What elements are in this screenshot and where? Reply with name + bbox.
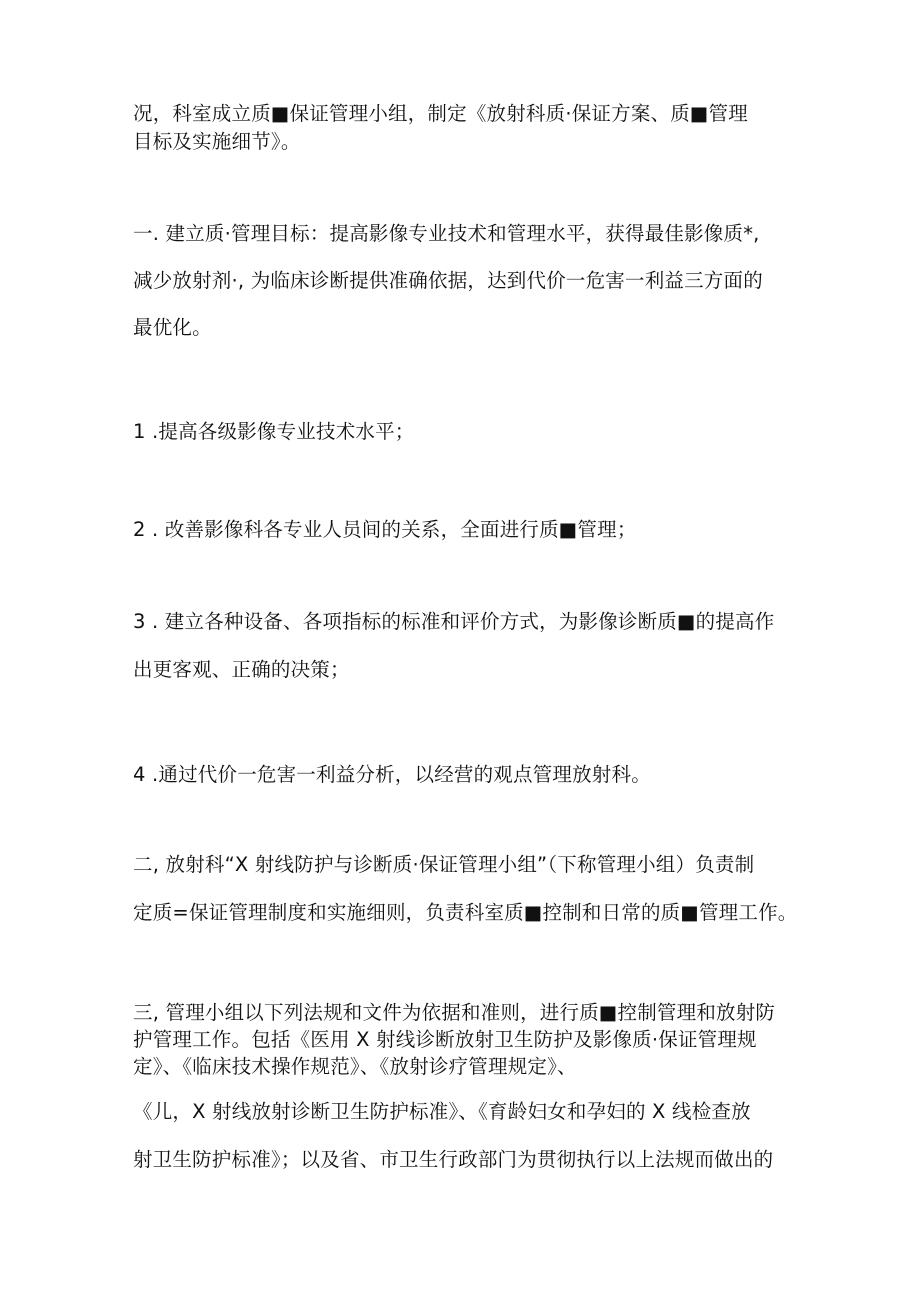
intro-line-2: 目标及实施细节》。 [133, 130, 301, 153]
intro-line-1: 况，科室成立质■保证管理小组，制定《放射科质·保证方案、质■管理 [133, 102, 748, 125]
section3-line-5: 射卫生防护标准》；以及省、市卫生行政部门为贯彻执行以上法规而做出的 [133, 1148, 774, 1171]
section3-line-2: 护管理工作。包括《医用 X 射线诊断放射卫生防护及影像质·保证管理规 [133, 1028, 757, 1051]
section3-line-1: 三, 管理小组以下列法规和文件为依据和准则，进行质■控制管理和放射防 [133, 1001, 776, 1024]
section2-line-2: 定质=保证管理制度和实施细则，负责科室质■控制和日常的质■管理工作。 [133, 901, 798, 924]
item-3-line-2: 出更客观、正确的决策； [133, 658, 350, 681]
item-1: 1 .提高各级影像专业技术水平； [133, 420, 415, 443]
section3-line-4: 《儿，X 射线放射诊断卫生防护标准》、《育龄妇女和孕妇的 X 线检查放 [133, 1100, 751, 1123]
section1-line-3: 最优化。 [133, 316, 212, 339]
section3-line-3: 定》、《临床技术操作规范》、《放射诊疗管理规定》、 [133, 1055, 577, 1078]
section1-line-1: 一. 建立质·管理目标：提高影像专业技术和管理水平，获得最佳影像质*, [133, 222, 760, 245]
item-3-line-1: 3 . 建立各种设备、各项指标的标准和评价方式，为影像诊断质■的提高作 [133, 610, 775, 633]
item-2: 2 . 改善影像科各专业人员间的关系，全面进行质■管理； [133, 518, 637, 541]
section2-line-1: 二, 放射科“X 射线防护与诊断质·保证管理小组”（下称管理小组）负责制 [133, 853, 755, 876]
item-4: 4 .通过代价一危害一利益分析，以经营的观点管理放射科。 [133, 763, 651, 786]
section1-line-2: 减少放射剂·, 为临床诊断提供准确依据，达到代价一危害一利益三方面的 [133, 269, 763, 292]
